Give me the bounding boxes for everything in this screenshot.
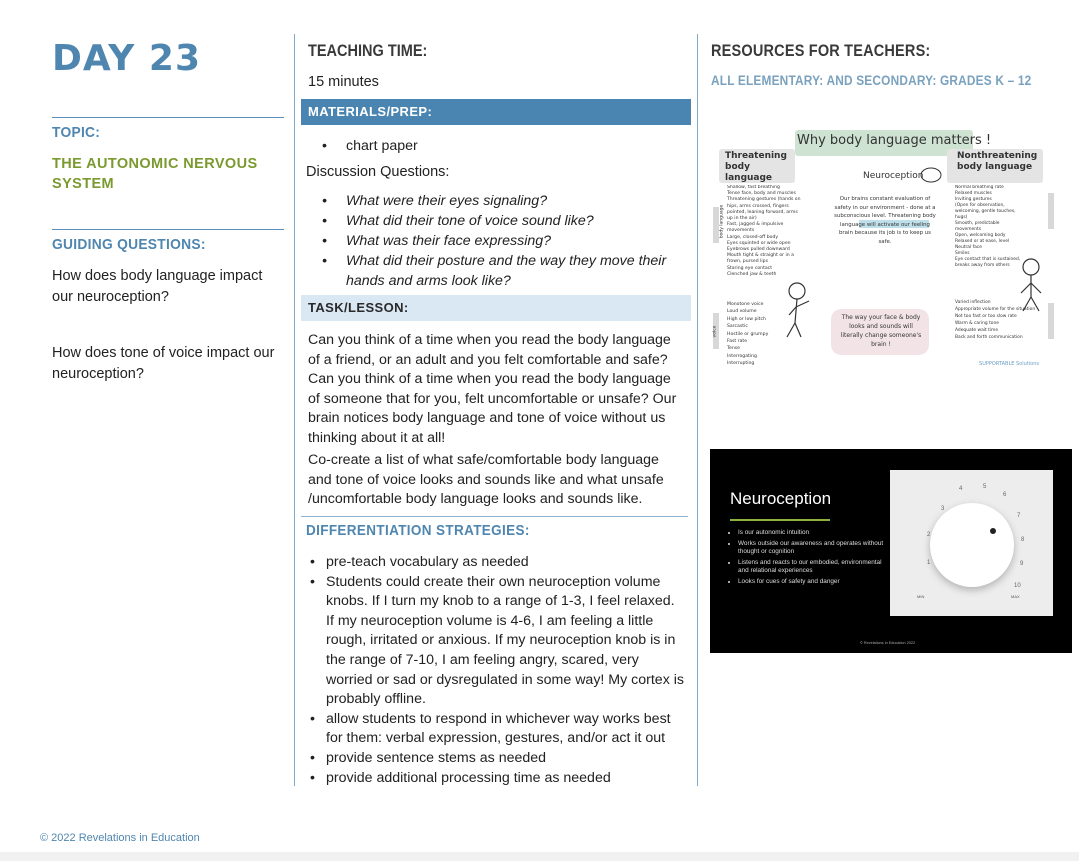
guiding-top-rule xyxy=(52,229,284,230)
knob-number-10: 10 xyxy=(1014,583,1021,589)
knob-number-3: 3 xyxy=(941,506,945,512)
list-item: • What was their face expressing? xyxy=(306,231,691,251)
knob-number-9: 9 xyxy=(1020,561,1024,567)
sketch-side-label-body: body language xyxy=(719,204,725,239)
sketch-side-tab-3 xyxy=(1048,193,1054,229)
list-item: • What were their eyes signaling? xyxy=(306,191,691,211)
resources-subheading: ALL ELEMENTARY: AND SECONDARY: GRADES K – 12 xyxy=(711,73,1032,88)
page-bottom-band xyxy=(0,852,1079,861)
sketch-right-list-1: Normal breathing rate Relaxed muscles Inviting gestures (Open for observation, welcoming, gentle touches, hugs) Smooth, predictable movements Open, welcoming body Relaxed or at ease, level Neutral face Smiles Eye contact that is sustained, breaks away from others xyxy=(955,185,1021,268)
sketch-center-text: Our brains constant evaluation of safety in our environment - done at a subconscious level. Threatening body language will activate our feeling brain because its job is to keep us safe. xyxy=(834,196,936,245)
sketch-left-title: Threatening body language xyxy=(725,151,787,183)
sketch-left-list-2: Monotone voice Loud volume High or low pitch Sarcastic Hostile or grumpy Fast rate Tense Interrogating Interrupting xyxy=(727,302,769,367)
knob-number-8: 8 xyxy=(1021,537,1025,543)
sketch-side-tab-1 xyxy=(713,207,719,243)
volume-knob xyxy=(930,503,1014,587)
neuroception-slide xyxy=(710,449,1072,653)
body-language-sketchnote xyxy=(711,123,1073,385)
topic-top-rule xyxy=(52,117,284,118)
guiding-questions-heading: GUIDING QUESTIONS: xyxy=(52,236,206,253)
list-item: • Looks for cues of safety and danger xyxy=(738,578,888,586)
list-item: • pre-teach vocabulary as needed xyxy=(306,553,686,573)
sketch-center-callout-text: The way your face & body looks and sounds will literally change someone's brain ! xyxy=(840,314,922,348)
teaching-time-value: 15 minutes xyxy=(308,74,379,90)
sketch-left-list-1: Shallow, fast breathing Tense face, body and muscles Threatening gestures (hands on hips, arms crossed, fingers pointed, leaning forward, arms up in the air) Fast, jagged & impulsive movements Large, closed-off body Eyes squinted or wide open Eyebrows pulled downward Mouth tight & straight or in a frown, pursed lips Staring eye contact Clenched jaw & teeth xyxy=(727,185,801,277)
knob-number-2: 2 xyxy=(927,532,931,538)
task-paragraph-1: Can you think of a time when you read the body language of a friend, or an adult and you felt comfortable and safe? Can you think of a time when you read the body language of someone that for you, felt uncomfortable or unsafe? Our brain notices body language and tone of voice without us thinking about it at all! xyxy=(308,332,677,446)
guiding-question-1: How does body language impact our neuroception? xyxy=(52,268,263,305)
list-item: • Students could create their own neuroception volume knobs. If I turn my knob to a range of 1-3, I feel relaxed. If my neuroception volume is 4-6, I am feeling a little rough, irritated or anxious. If my neuroception knob is in the range of 7-10, I am feeling angry, scared, very worried or sad or dysregulated in some way! My cortex is probably offline. xyxy=(306,573,686,710)
copyright-footer: © 2022 Revelations in Education xyxy=(40,832,200,844)
guiding-question-2: How does tone of voice impact our neuroception? xyxy=(52,345,275,382)
list-item: • provide sentence stems as needed xyxy=(306,749,686,769)
column-divider-right xyxy=(697,34,698,786)
slide-title-underline xyxy=(730,519,830,521)
slide-title: Neuroception xyxy=(730,489,832,508)
list-item: • What did their tone of voice sound like? xyxy=(306,211,691,231)
resources-heading: RESOURCES FOR TEACHERS: xyxy=(711,42,931,60)
materials-list xyxy=(306,136,686,156)
sketch-side-tab-4 xyxy=(1048,303,1054,339)
discussion-label: Discussion Questions: xyxy=(306,164,450,180)
knob-max-label: MAX xyxy=(1011,594,1020,599)
list-item: • Works outside our awareness and operates without thought or cognition xyxy=(738,540,888,556)
brain-icon xyxy=(921,168,941,182)
slide-bullets xyxy=(730,529,888,589)
sketch-center-title: Neuroception xyxy=(863,171,924,181)
list-item: • allow students to respond in whichever way works best for them: verbal expression, gestures, and/or act it out xyxy=(306,710,686,749)
sketch-right-list-2: Varied inflection Appropriate volume for the situation Not too fast or too slow rate Warm & caring tone Adequate wait time Back and forth communication xyxy=(955,300,1036,340)
materials-heading: MATERIALS/PREP: xyxy=(301,99,691,125)
knob-number-7: 7 xyxy=(1017,513,1021,519)
differentiation-list xyxy=(306,553,686,788)
list-item: • provide additional processing time as needed xyxy=(306,769,686,789)
topic-value: THE AUTONOMIC NERVOUS SYSTEM xyxy=(52,156,258,192)
knob-number-5: 5 xyxy=(983,484,987,490)
sketch-side-label-voice: voice xyxy=(712,325,718,338)
teaching-time-heading: TEACHING TIME: xyxy=(308,42,428,60)
list-item: • Is our autonomic intuition xyxy=(738,529,888,537)
list-item: • What did their posture and the way they move their hands and arms look like? xyxy=(306,251,691,291)
knob-min-label: MIN xyxy=(917,594,925,599)
knob-number-6: 6 xyxy=(1003,492,1007,498)
list-item: • chart paper xyxy=(306,136,686,156)
page-title: DAY 23 xyxy=(52,38,201,79)
task-heading: TASK/LESSON: xyxy=(301,295,691,321)
knob-indicator-dot xyxy=(990,528,996,534)
differentiation-heading: DIFFERENTIATION STRATEGIES: xyxy=(306,522,530,539)
sketch-title: Why body language matters ! xyxy=(797,133,992,148)
discussion-questions-list xyxy=(306,191,691,291)
knob-number-4: 4 xyxy=(959,486,963,492)
supportable-solutions-logo: SUPPORTABLE Solutions xyxy=(979,361,1039,367)
slide-footer: © Revelations in Education 2022 xyxy=(860,641,916,645)
sketch-right-title: Nonthreatening body language xyxy=(957,151,1038,172)
column-divider-left xyxy=(294,34,295,786)
knob-number-1: 1 xyxy=(927,560,931,566)
differentiation-top-rule xyxy=(301,516,688,517)
task-paragraph-2: Co-create a list of what safe/comfortable body language and tone of voice looks and sounds like and what unsafe /uncomfortable body language looks and sounds like. xyxy=(308,452,664,507)
topic-heading: TOPIC: xyxy=(52,124,101,141)
list-item: • Listens and reacts to our embodied, environmental and relational experiences xyxy=(738,559,888,575)
volume-knob-panel xyxy=(890,470,1053,616)
